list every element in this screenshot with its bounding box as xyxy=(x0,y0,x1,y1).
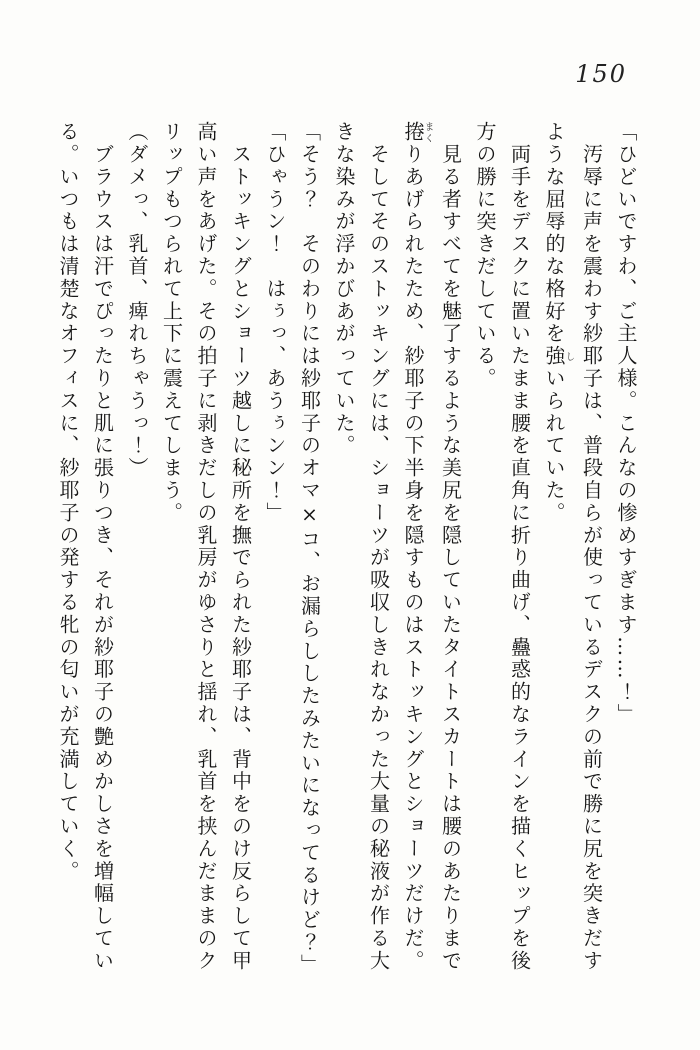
text-line: 両手をデスクに置いたまま腰を直角に折り曲げ、蠱惑的なラインを描くヒップを後 xyxy=(507,121,532,973)
text-line: そしてそのストッキングには、ショーツが吸収しきれなかった大量の秘液が作る大 xyxy=(366,121,391,973)
text-line: 高い声をあげた。その拍子に剥きだしの乳房がゆさりと揺れ、乳首を挟んだままのク xyxy=(194,121,218,973)
page-number: 150 xyxy=(575,60,627,88)
text-line: きな染みが浮かびあがっていた。 xyxy=(332,121,356,457)
text-block xyxy=(51,121,644,1026)
text-line: ような屈辱的な格好を強しいられていた。 xyxy=(542,121,575,525)
text-line: ストッキングとショーツ越しに秘所を撫でられた紗耶子は、背中をのけ反らして甲 xyxy=(228,121,253,973)
text-line: 「ひどいですわ、ご主人様。こんなの惨めすぎます……！」 xyxy=(614,121,638,726)
text-line: 見る者すべてを魅了するような美尻を隠していたタイトスカートは腰のあたりまで xyxy=(438,121,463,973)
text-line: ブラウスは汗でぴったりと肌に張りつき、それが紗耶子の艶めかしさを増幅してい xyxy=(90,121,115,973)
text-line: （ダメっ、乳首、痺れちゃうっ！） xyxy=(125,121,149,480)
text-line: る。いつもは清楚なオフィスに、紗耶子の発する牝の匂いが充満していく。 xyxy=(56,121,80,883)
text-line: 「そう？ そのわりには紗耶子のオマ×コ、お漏らししたみたいになってるけど？」 xyxy=(297,121,322,977)
text-line: 捲まくりあげられたため、紗耶子の下半身を隠すものはストッキングとショーツだけだ。 xyxy=(401,121,434,973)
text-line: 汚辱に声を震わす紗耶子は、普段自らが使っているデスクの前で勝に尻を突きだす xyxy=(579,121,604,973)
text-line: 方の勝に突きだしている。 xyxy=(473,121,497,390)
text-line: リップもつられて上下に震えてしまう。 xyxy=(159,121,184,525)
text-line: 「ひゃうン！ はぅっ、あうぅンン！」 xyxy=(263,121,287,525)
